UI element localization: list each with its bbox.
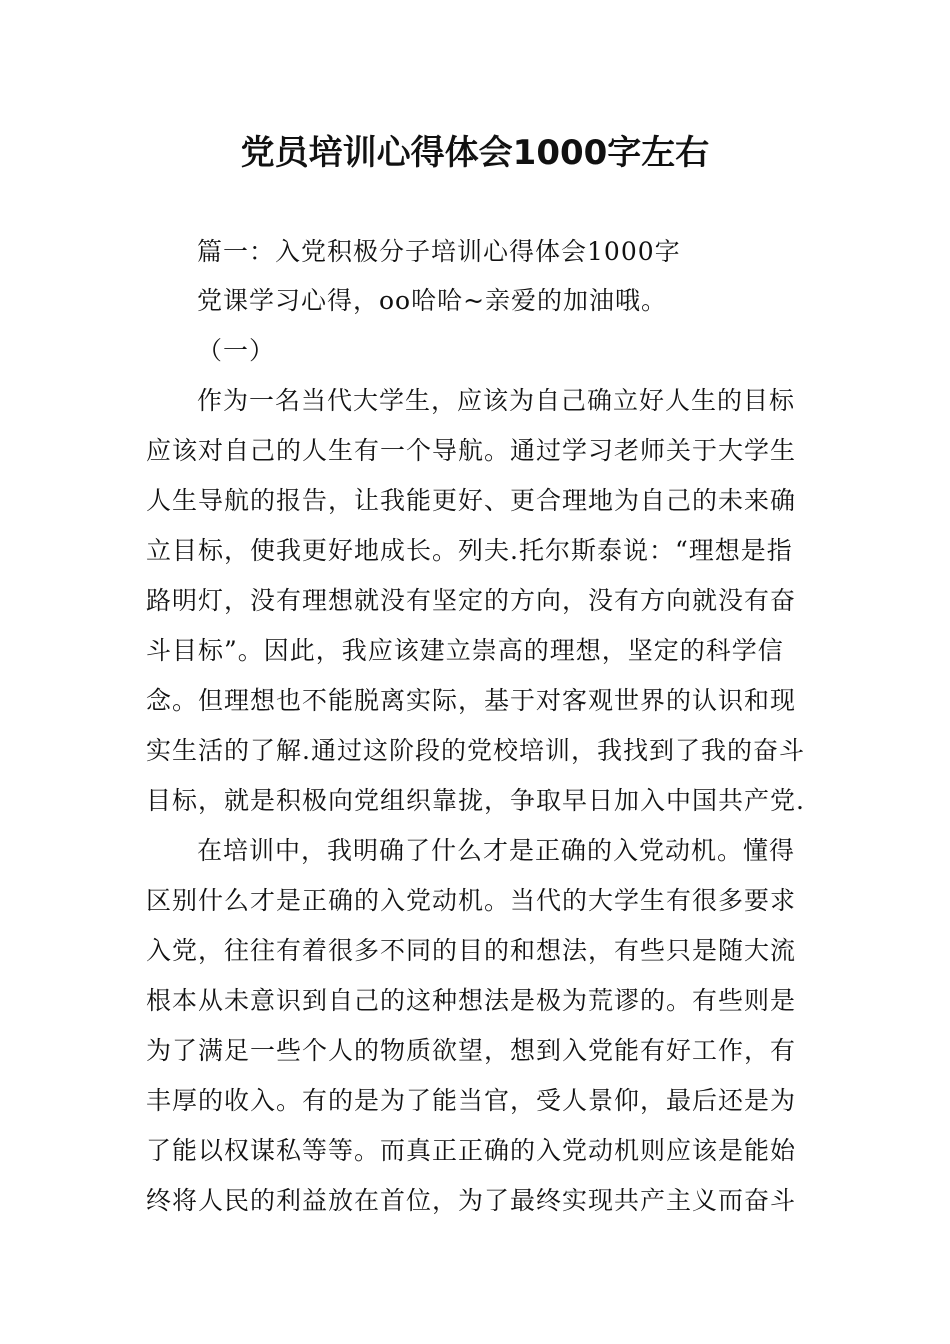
paragraph-line: 终将人民的利益放在首位，为了最终实现共产主义而奋斗 <box>146 1186 797 1215</box>
paragraph-line: 入党，往往有着很多不同的目的和想法，有些只是随大流 <box>146 936 797 965</box>
paragraph-line: 党课学习心得，oo哈哈~亲爱的加油哦。 <box>197 286 668 315</box>
paragraph-line: 斗目标”。因此，我应该建立崇高的理想，坚定的科学信 <box>146 636 784 665</box>
paragraph-line: 人生导航的报告，让我能更好、更合理地为自己的未来确 <box>146 486 797 515</box>
paragraph-line: 作为一名当代大学生，应该为自己确立好人生的目标 <box>197 386 796 415</box>
paragraph-line: 应该对自己的人生有一个导航。通过学习老师关于大学生 <box>146 436 797 465</box>
paragraph-line: 实生活的了解.通过这阶段的党校培训，我找到了我的奋斗 <box>146 736 805 765</box>
paragraph-line: 立目标，使我更好地成长。列夫.托尔斯泰说：“理想是指 <box>146 536 793 565</box>
paragraph-line: 区别什么才是正确的入党动机。当代的大学生有很多要求 <box>146 886 797 915</box>
paragraph-line: 路明灯，没有理想就没有坚定的方向，没有方向就没有奋 <box>146 586 797 615</box>
document-title: 党员培训心得体会1000字左右 <box>240 133 710 173</box>
section-heading: 篇一：入党积极分子培训心得体会1000字 <box>197 237 681 266</box>
paragraph-line: 丰厚的收入。有的是为了能当官，受人景仰，最后还是为 <box>146 1086 797 1115</box>
paragraph-line: 念。但理想也不能脱离实际，基于对客观世界的认识和现 <box>146 686 797 715</box>
paragraph-line: 在培训中，我明确了什么才是正确的入党动机。懂得 <box>197 836 796 865</box>
section-number: （一） <box>197 336 276 365</box>
paragraph-line: 了能以权谋私等等。而真正正确的入党动机则应该是能始 <box>146 1136 797 1165</box>
paragraph-line: 目标，就是积极向党组织靠拢，争取早日加入中国共产党. <box>146 786 805 815</box>
paragraph-line: 根本从未意识到自己的这种想法是极为荒谬的。有些则是 <box>146 986 797 1015</box>
paragraph-line: 为了满足一些个人的物质欲望，想到入党能有好工作，有 <box>146 1036 797 1065</box>
